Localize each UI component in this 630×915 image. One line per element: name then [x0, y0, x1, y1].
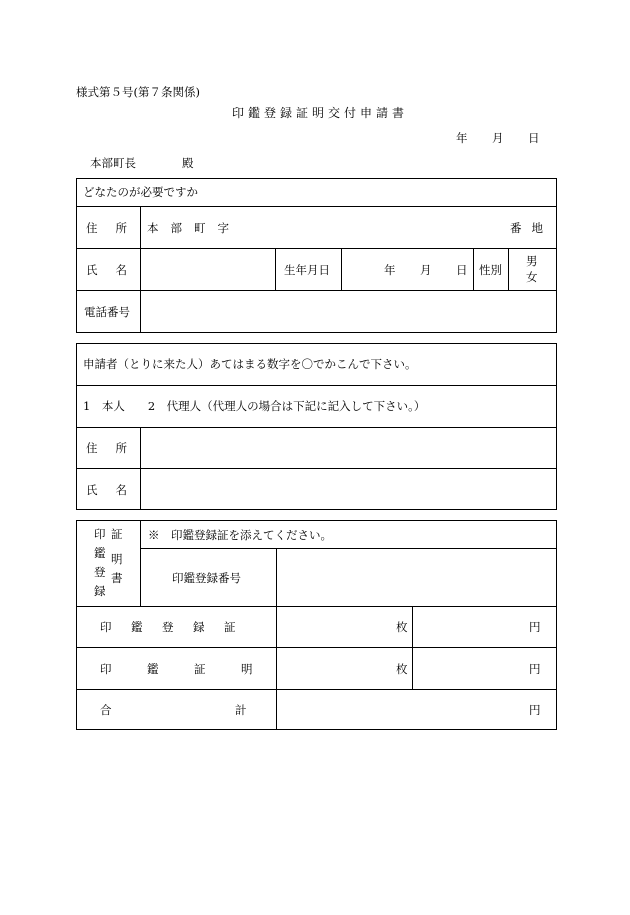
row-label-total: 合 計	[100, 703, 303, 717]
yen-unit: 円	[529, 620, 541, 634]
row-label-seal-cert: 印 鑑 証 明	[100, 662, 265, 676]
side-label-char: 書	[111, 571, 123, 585]
birth-day: 日	[456, 263, 468, 277]
reg-number-label: 印鑑登録番号	[172, 571, 241, 585]
agent-name-label: 氏名	[86, 483, 145, 497]
page-title: 印鑑登録証明交付申請書	[232, 106, 409, 120]
row-label-seal-card: 印 鑑 登 録 証	[100, 620, 240, 634]
agent-address-label: 住所	[86, 441, 145, 455]
side-label-char: 明	[111, 552, 123, 566]
gender-label: 性別	[479, 263, 502, 277]
address-prefix: 本部町字	[147, 221, 241, 235]
count-unit: 枚	[396, 662, 408, 676]
side-label-char: 登	[94, 565, 106, 579]
section2-heading: 申請者（とりに来た人）あてはまる数字を〇でかこんで下さい。	[83, 357, 417, 371]
date-day: 日	[528, 131, 540, 145]
count-unit: 枚	[396, 620, 408, 634]
date-year: 年	[456, 131, 468, 145]
phone-label: 電話番号	[84, 305, 130, 319]
address-suffix: 番地	[510, 221, 553, 235]
honorific: 殿	[182, 156, 194, 170]
gender-female[interactable]: 女	[526, 270, 538, 284]
attach-note: ※ 印鑑登録証を添えてください。	[148, 528, 332, 542]
date-month: 月	[492, 131, 504, 145]
yen-unit: 円	[529, 662, 541, 676]
side-label-char: 証	[111, 527, 123, 541]
birth-label: 生年月日	[284, 263, 330, 277]
applicant-options[interactable]: 1 本人 2 代理人（代理人の場合は下記に記入して下さい。）	[83, 399, 426, 413]
side-label-char: 録	[94, 584, 106, 598]
address-label: 住所	[86, 221, 145, 235]
gender-male[interactable]: 男	[526, 254, 538, 268]
addressee: 本部町長	[90, 156, 136, 170]
yen-unit: 円	[529, 703, 541, 717]
birth-month: 月	[420, 263, 432, 277]
side-label-char: 鑑	[94, 546, 106, 560]
section1-heading: どなたのが必要ですか	[83, 185, 198, 199]
form-number: 様式第５号(第７条関係)	[76, 85, 200, 99]
name-label: 氏名	[86, 263, 145, 277]
side-label-char: 印	[94, 527, 106, 541]
birth-year: 年	[384, 263, 396, 277]
